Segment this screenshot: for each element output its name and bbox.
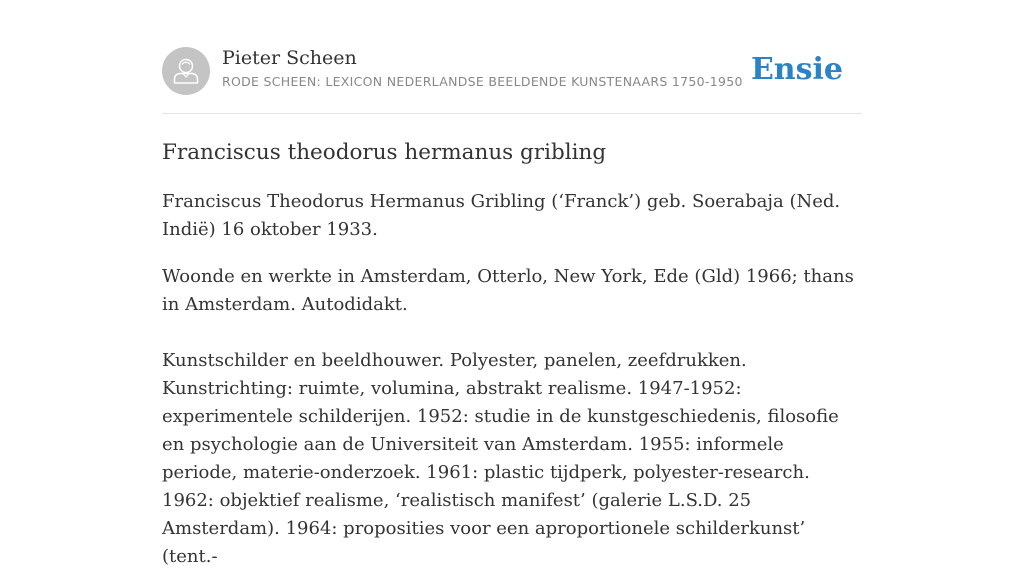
article-paragraph: Franciscus Theodorus Hermanus Gribling (‘Franck’) geb. Soerabaja (Ned. Indië) 16 oktober 1933.: [162, 191, 841, 240]
article-title: Franciscus theodorus hermanus gribling: [162, 140, 607, 165]
article-header: [162, 46, 862, 114]
article-paragraph: Kunstschilder en beeldhouwer. Polyester, panelen, zeefdrukken. Kunstrichting: ruimte, volumina, abstrakt realisme. 1947-1952: experimentele schilderijen. 1952: studie in de kunstgeschiedenis, filosofie en psychologie aan de Universiteit van Amsterdam. 1955: informele periode, materie-onderzoek. 1961: plastic tijdperk, polyester-research. 1962: objektief realisme, ‘realistisch manifest’ (galerie L.S.D. 25 Amsterdam). 1964: proposities voor een aproportionele schilderkunst’ (tent.-: [162, 350, 839, 567]
author-avatar[interactable]: [162, 47, 210, 95]
author-name[interactable]: Pieter Scheen: [222, 47, 357, 69]
user-icon: [162, 47, 210, 95]
ensie-logo[interactable]: Ensie: [750, 52, 843, 87]
article-paragraph: Woonde en werkte in Amsterdam, Otterlo, New York, Ede (Gld) 1966; thans in Amsterdam. Autodidakt.: [162, 266, 854, 315]
source-lexicon[interactable]: RODE SCHEEN: LEXICON NEDERLANDSE BEELDENDE KUNSTENAARS 1750-1950: [222, 74, 743, 89]
article-container: [162, 46, 862, 571]
